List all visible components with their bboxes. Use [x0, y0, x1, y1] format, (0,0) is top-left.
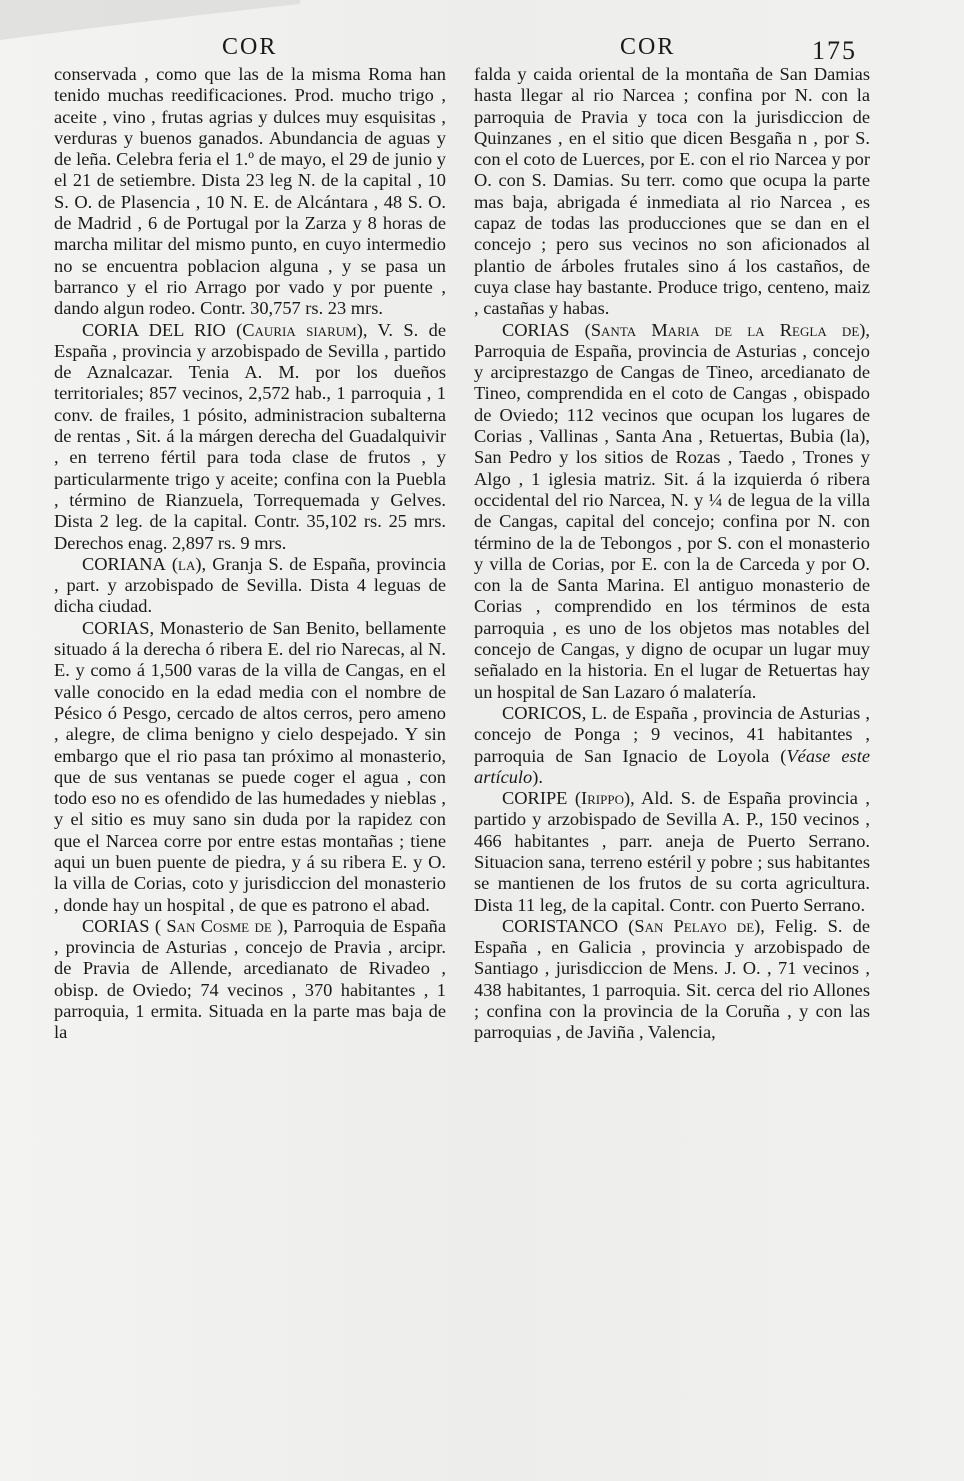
entry-cross-reference: Véase este artículo: [474, 745, 870, 787]
left-intro-paragraph: conservada , como que las de la misma Roma han tenido muchas reedificaciones. Prod. mucho trigo , aceite , vino , frutas agrias y dulces muy esquisitas , verduras y buenos ganados. Abundancia de aguas y de leña. Celebra feria el 1.º de mayo, el 29 de junio y el 21 de setiembre. Dista 23 leg N. de la capital , 10 S. O. de Plasencia , 10 N. E. de Alcántara , 48 S. O. de Madrid , 6 de Portugal por la Zarza y 8 horas de marcha militar del mismo punto, en cuyo intermedio no se encuentra poblacion alguna , y se pasa un barranco y el rio Arrago por vado y por puente , dando algun rodeo. Contr. 30,757 rs. 23 mrs.: [54, 64, 446, 319]
entry-text: , Ald. S. de España provincia , partido y arzobispado de Sevilla A. P., 150 vecinos , 466 habitantes , parr. aneja de Puerto Serrano. Situacion sana, terreno estéril y pobre ; sus habitantes se mantienen de los frutos de su corta agricultura. Dista 11 leg, de la capital. Contr. con Puerto Serrano.: [474, 788, 870, 915]
entry-headword: CORIPE: [502, 788, 568, 809]
entry-corias-monasterio: [54, 618, 446, 916]
header-left-word: COR: [222, 34, 278, 60]
entry-text: , Parroquia de España, provincia de Asturias , concejo y arciprestazgo de Cangas de Tineo, arcedianato de Tineo, comprendida en el coto de Cangas , obispado de Oviedo; 112 vecinos que ocupan los lugares de Corias , Vallinas , Santa Ana , Retuertas, Bubia (la), San Pedro y los sitios de Rozas , Taedo , Trones y Algo , 1 iglesia matriz. Sit. á la izquierda ó ribera occidental del rio Narcea, N. y ¼ de legua de la villa de Cangas, capital del concejo; confina por N. con término de la de Tebongos , por S. con el monasterio y villa de Corias, por E. con la de Carceda y por O. con la de Santa Marina. El antiguo monasterio de Corias , comprendido en los términos de esta parroquia , es uno de los objetos mas notables del concejo de Cangas, y digno de ocupar un lugar muy señalado en la historia. En el lugar de Retuertas hay un hospital de San Lazaro ó malatería.: [474, 319, 870, 702]
entry-text-tail: ).: [532, 766, 543, 787]
entry-text: , L. de España , provincia de Asturias , concejo de Ponga ; 9 vecinos, 41 habitantes , parroquia de San Ignacio de Loyola (: [474, 702, 870, 766]
page-number: 175: [812, 36, 857, 65]
entry-latin-name: Irippo: [581, 788, 624, 809]
entry-coria-del-rio: CORIA DEL RIO (Cauria siarum), V. S. de España , provincia y arzobispado de Sevilla , partido de Aznalcazar. Tenia A. M. por los dueños territoriales; 857 vecinos, 2,572 hab., 1 parroquia , 1 conv. de frailes, 1 pósito, administracion subalterna de rentas , Sit. á la márgen derecha del Guadalquivir , en terreno fértil para toda clase de frutos , y particularmente trigo y aceite; confina con la Puebla , término de Rianzuela, Torrequemada y Gelves. Dista 2 leg. de la capital. Contr. 35,102 rs. 25 mrs. Derechos enag. 2,897 rs. 9 mrs.: [54, 319, 446, 553]
entry-latin-name: Santa Maria de la Regla de: [590, 319, 860, 340]
right-intro-paragraph: falda y caida oriental de la montaña de San Damias hasta llegar al rio Narcea ; confina por N. con la parroquia de Pravia y toca con la jurisdiccion de Quinzanes , en el sitio que dicen Besgaña n , por S. con el coto de Luerces, por E. con el rio Narcea y por O. con S. Damias. Su terr. como que ocupa la parte mas baja, abrigada é inmediata al rio Narcea , es capaz de todas las producciones que se dan en el concejo ; pero sus vecinos no son aficionados al plantio de árboles frutales sino á los castaños, de cuya clase hay bastante. Produce trigo, centeno, maiz , castañas y habas.: [474, 64, 870, 319]
entry-headword: CORICOS: [502, 702, 582, 723]
entry-headword: CORIA DEL RIO: [82, 319, 226, 340]
running-header: [0, 34, 964, 66]
entry-latin-name: la: [178, 553, 196, 574]
entry-headword: CORIAS: [82, 617, 150, 638]
entry-headword: CORIAS: [502, 319, 570, 340]
entry-coristanco: CORISTANCO (San Pelayo de), Felig. S. de España , en Galicia , provincia y arzobispado de Santiago , jurisdiccion de Mens. J. O. , 71 vecinos , 438 habitantes, 1 parroquia. Sit. cerca del rio Allones ; confina con la provincia de la Coruña , y con las parroquias , de Javiña , Valencia,: [474, 915, 870, 1043]
entry-text: , Parroquia de España , provincia de Asturias , concejo de Pravia , arcipr. de Pravia de Allende, arcedianato de Rivadeo , obisp. de Oviedo; 74 vecinos , 370 habitantes , 1 parroquia, 1 ermita. Situada en la parte mas baja de la: [54, 915, 446, 1043]
entry-coripe: CORIPE (Irippo), Ald. S. de España provincia , partido y arzobispado de Sevilla A. P., 150 vecinos , 466 habitantes , parr. aneja de Puerto Serrano. Situacion sana, terreno estéril y pobre ; sus habitantes se mantienen de los frutos de su corta agricultura. Dista 11 leg, de la capital. Contr. con Puerto Serrano.: [474, 788, 870, 915]
entry-text: , Monasterio de San Benito, bellamente situado á la derecha ó ribera E. del rio Narecas, al N. E. y como á 1,500 varas de la villa de Cangas, en el valle conocido en la edad media con el nombre de Pésico ó Pesgo, cercado de altos cerros, pero ameno , alegre, de clima benigno y cielo despejado. Y sin embargo que el rio pasa tan próximo al monasterio, que de sus ventanas se puede coger el agua , con todo eso no es ofendido de las humedades y nieblas , y el sitio es muy sano sin duda por la rapidez con que el Narcea corre por entre estas montañas ; tiene aqui un buen puente de piedra, y á su ribera E. y O. la villa de Corias, coto y jurisdiccion del monasterio , donde hay un hospital , de que es patrono el abad.: [54, 617, 446, 915]
entry-text: , Granja S. de España, provincia , part. y arzobispado de Sevilla. Dista 4 leguas de dicha ciudad.: [54, 553, 446, 617]
entry-headword: CORIAS: [82, 915, 150, 936]
entry-headword: CORIANA: [82, 553, 166, 574]
entry-corias-san-cosme: CORIAS ( San Cosme de ), Parroquia de España , provincia de Asturias , concejo de Pravia , arcipr. de Pravia de Allende, arcedianato de Rivadeo , obisp. de Oviedo; 74 vecinos , 370 habitantes , 1 parroquia, 1 ermita. Situada en la parte mas baja de la: [54, 915, 446, 1043]
left-column: [54, 64, 446, 1044]
entry-coriana: CORIANA (la), Granja S. de España, provincia , part. y arzobispado de Sevilla. Dista 4 leguas de dicha ciudad.: [54, 553, 446, 617]
entry-headword: CORISTANCO: [502, 915, 619, 936]
header-right-word: COR: [620, 34, 676, 60]
entry-coricos: [474, 703, 870, 788]
entry-text: , Felig. S. de España , en Galicia , provincia y arzobispado de Santiago , jurisdiccion de Mens. J. O. , 71 vecinos , 438 habitantes, 1 parroquia. Sit. cerca del rio Allones ; confina con la provincia de la Coruña , y con las parroquias , de Javiña , Valencia,: [474, 915, 870, 1043]
entry-corias-santa-maria: CORIAS (Santa Maria de la Regla de), Parroquia de España, provincia de Asturias , concejo y arciprestazgo de Cangas de Tineo, arcedianato de Tineo, comprendida en el coto de Cangas , obispado de Oviedo; 112 vecinos que ocupan los lugares de Corias , Vallinas , Santa Ana , Retuertas, Bubia (la), San Pedro y los sitios de Rozas , Taedo , Trones y Algo , 1 iglesia matriz. Sit. á la izquierda ó ribera occidental del rio Narcea, N. y ¼ de legua de la villa de Cangas, capital del concejo; confina por N. con término de la de Tebongos , por S. con el monasterio y villa de Corias, por E. con la de Carceda y por O. con la de Santa Marina. El antiguo monasterio de Corias , comprendido en los términos de esta parroquia , es uno de los objetos mas notables del concejo de Cangas, y digno de ocupar un lugar muy señalado en la historia. En el lugar de Retuertas hay un hospital de San Lazaro ó malatería.: [474, 319, 870, 702]
entry-latin-name: Cauria siarum: [242, 319, 357, 340]
entry-latin-name: San Cosme de: [166, 915, 272, 936]
entry-latin-name: San Pelayo de: [634, 915, 755, 936]
entry-text: , V. S. de España , provincia y arzobispado de Sevilla , partido de Aznalcazar. Tenia A. M. por los dueños territoriales; 857 vecinos, 2,572 hab., 1 parroquia , 1 conv. de frailes, 1 pósito, administracion subalterna de rentas , Sit. á la márgen derecha del Guadalquivir , en terreno fértil para toda clase de frutos , y particularmente trigo y aceite; confina con la Puebla , término de Rianzuela, Torrequemada y Gelves. Dista 2 leg. de la capital. Contr. 35,102 rs. 25 mrs. Derechos enag. 2,897 rs. 9 mrs.: [54, 319, 446, 553]
right-column: [474, 64, 870, 1044]
